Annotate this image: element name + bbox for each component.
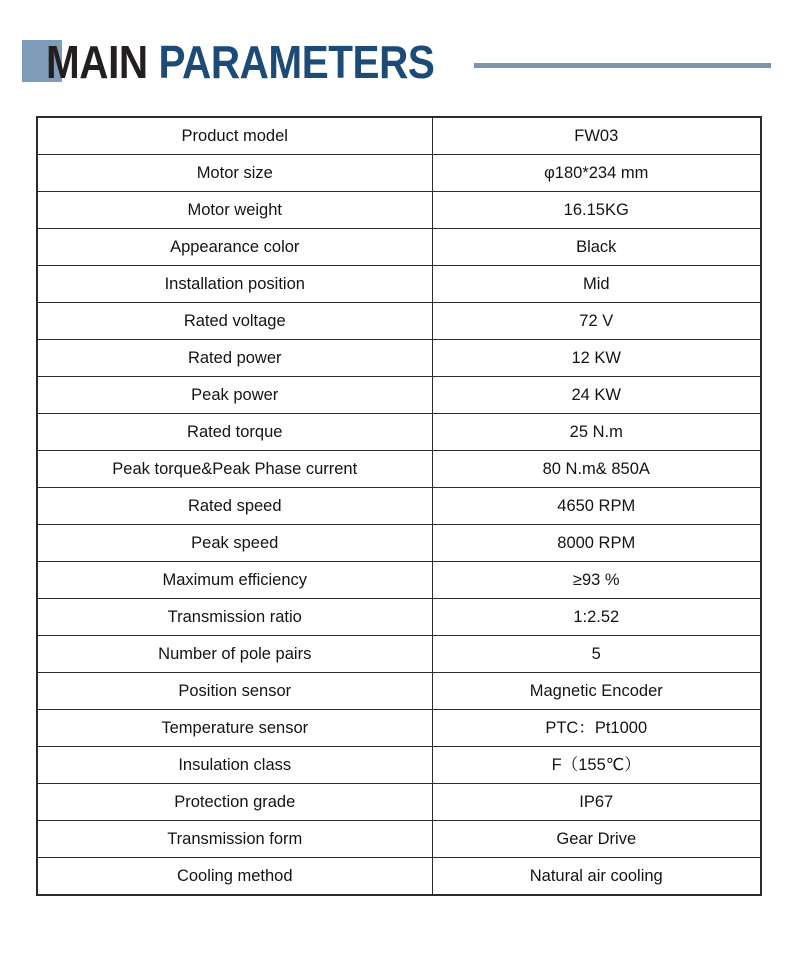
parameter-value-cell: 5 <box>432 636 761 673</box>
parameter-label-cell: Peak torque&Peak Phase current <box>37 451 432 488</box>
table-row <box>37 340 761 377</box>
parameter-value-cell: Gear Drive <box>432 821 761 858</box>
parameter-label-cell: Motor weight <box>37 192 432 229</box>
parameter-label-cell: Number of pole pairs <box>37 636 432 673</box>
parameter-label-cell: Position sensor <box>37 673 432 710</box>
table-row <box>37 414 761 451</box>
parameter-value-cell: 4650 RPM <box>432 488 761 525</box>
table-row <box>37 673 761 710</box>
parameter-value-cell: 16.15KG <box>432 192 761 229</box>
table-row <box>37 377 761 414</box>
parameter-value-cell: Mid <box>432 266 761 303</box>
parameter-value-cell: Natural air cooling <box>432 858 761 896</box>
parameter-value-cell: 80 N.m& 850A <box>432 451 761 488</box>
parameter-value-cell: 1:2.52 <box>432 599 761 636</box>
parameter-value-cell: FW03 <box>432 117 761 155</box>
parameter-label-cell: Transmission ratio <box>37 599 432 636</box>
page-title-word-main: MAIN <box>46 36 148 88</box>
table-row <box>37 266 761 303</box>
parameter-label-cell: Transmission form <box>37 821 432 858</box>
table-row <box>37 451 761 488</box>
page-header <box>0 0 795 110</box>
parameter-label-cell: Maximum efficiency <box>37 562 432 599</box>
table-row <box>37 599 761 636</box>
parameter-value-cell: 8000 RPM <box>432 525 761 562</box>
parameter-label-cell: Appearance color <box>37 229 432 266</box>
parameter-label-cell: Product model <box>37 117 432 155</box>
parameter-value-cell: Black <box>432 229 761 266</box>
table-row <box>37 821 761 858</box>
table-row <box>37 192 761 229</box>
table-row <box>37 784 761 821</box>
parameter-label-cell: Rated speed <box>37 488 432 525</box>
page-title <box>46 36 434 88</box>
table-row <box>37 229 761 266</box>
header-divider-rule <box>474 63 771 68</box>
parameter-label-cell: Cooling method <box>37 858 432 896</box>
table-row <box>37 562 761 599</box>
table-row <box>37 747 761 784</box>
parameter-value-cell: φ180*234 mm <box>432 155 761 192</box>
parameter-value-cell: Magnetic Encoder <box>432 673 761 710</box>
parameter-label-cell: Protection grade <box>37 784 432 821</box>
parameter-value-cell: 24 KW <box>432 377 761 414</box>
parameter-value-cell: 12 KW <box>432 340 761 377</box>
parameter-label-cell: Insulation class <box>37 747 432 784</box>
table-row <box>37 488 761 525</box>
parameter-value-cell: 72 V <box>432 303 761 340</box>
table-row <box>37 525 761 562</box>
parameters-table-container <box>36 116 760 896</box>
parameter-label-cell: Installation position <box>37 266 432 303</box>
parameters-table <box>36 116 762 896</box>
parameter-label-cell: Peak speed <box>37 525 432 562</box>
parameter-label-cell: Temperature sensor <box>37 710 432 747</box>
page-title-word-parameters: PARAMETERS <box>158 36 435 88</box>
parameter-value-cell: F（155℃） <box>432 747 761 784</box>
table-row <box>37 117 761 155</box>
parameter-label-cell: Rated power <box>37 340 432 377</box>
table-row <box>37 303 761 340</box>
parameters-table-body <box>37 117 761 895</box>
parameter-label-cell: Rated torque <box>37 414 432 451</box>
parameter-value-cell: ≥93 % <box>432 562 761 599</box>
table-row <box>37 636 761 673</box>
parameter-label-cell: Rated voltage <box>37 303 432 340</box>
parameter-value-cell: IP67 <box>432 784 761 821</box>
table-row <box>37 155 761 192</box>
parameter-label-cell: Motor size <box>37 155 432 192</box>
parameter-value-cell: 25 N.m <box>432 414 761 451</box>
parameter-label-cell: Peak power <box>37 377 432 414</box>
table-row <box>37 710 761 747</box>
parameter-value-cell: PTC：Pt1000 <box>432 710 761 747</box>
table-row <box>37 858 761 896</box>
